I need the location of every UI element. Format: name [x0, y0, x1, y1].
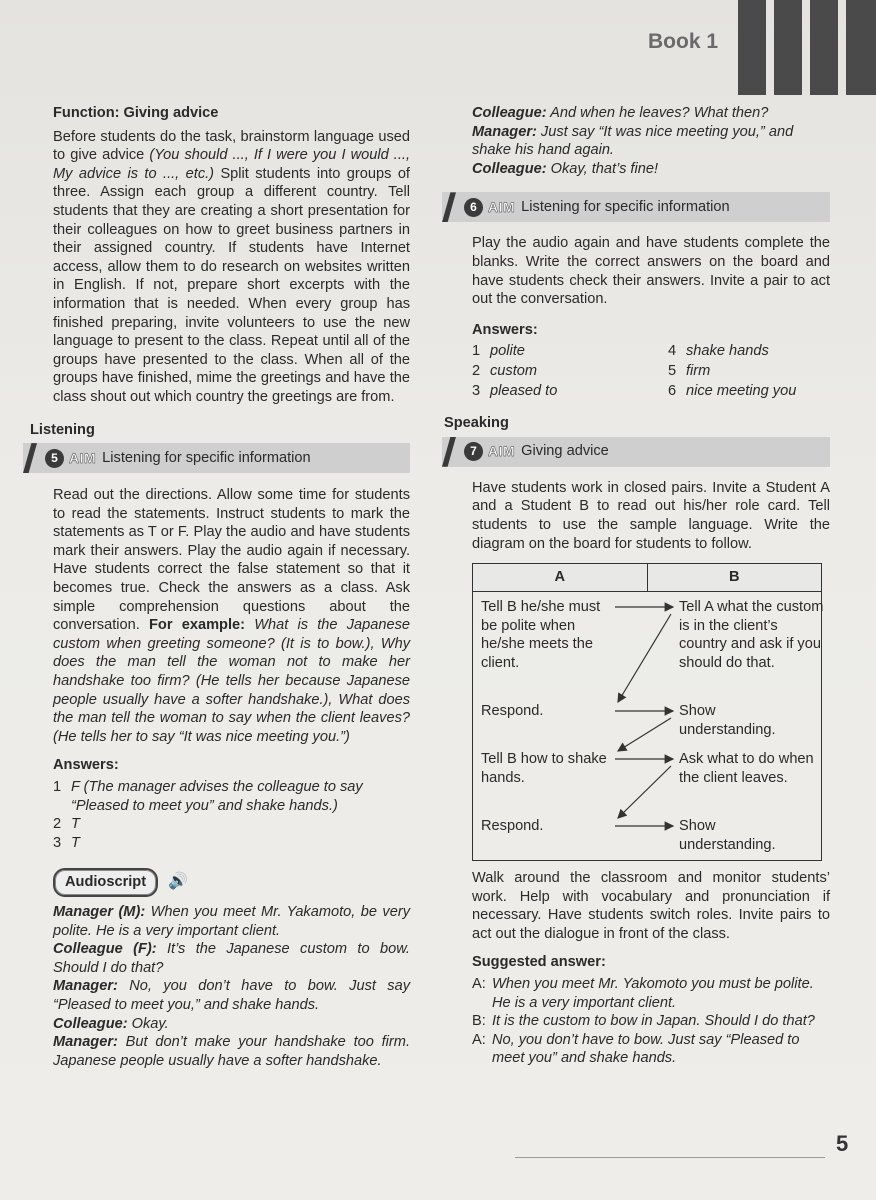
diagram-col-b: B	[647, 564, 822, 592]
dialogue-line	[472, 104, 830, 123]
answer-text: pleased to	[490, 382, 558, 399]
answer-number: 4	[668, 343, 677, 360]
dialogue-text: Okay.	[127, 1015, 169, 1032]
speaker-name: Colleague:	[472, 105, 547, 121]
dialogue-line	[472, 123, 830, 160]
speaker-label: A:	[472, 1031, 486, 1048]
arrow	[618, 614, 671, 702]
answer-item	[668, 382, 828, 401]
answer-text: firm	[686, 362, 711, 379]
speaker-name: Colleague:	[53, 1015, 128, 1032]
dialogue-text: It’s the Japanese custom to bow. Should I do that?	[53, 941, 410, 976]
book-label: Book 1	[648, 30, 719, 53]
dialogue-line	[53, 977, 410, 1014]
answer-text: T	[71, 834, 80, 851]
answer-number: 1	[472, 343, 481, 360]
answers-heading: Answers:	[53, 757, 119, 774]
answer-item	[53, 815, 410, 834]
audioscript-label: Audioscript	[53, 868, 158, 897]
dialogue-continued	[472, 104, 830, 178]
speaker-name: Manager:	[53, 1034, 118, 1051]
speaker-name: Colleague:	[472, 160, 547, 177]
speaker-label: B:	[472, 1013, 486, 1030]
answer-text: custom	[490, 362, 538, 379]
aim-7-paragraph: Have students work in closed pairs. Invite a Student A and a Student B to read out his/her role card. Tell students to use the sample language. Write the diagram on the board for students to follow.	[472, 479, 830, 552]
answer-item	[472, 382, 668, 401]
answer-number: 3	[472, 382, 481, 399]
aim-6-number: 6	[464, 198, 483, 217]
aim-5-number: 5	[45, 449, 64, 468]
suggested-text: It is the custom to bow in Japan. Should I do that?	[492, 1013, 815, 1030]
book-tab-stripes	[738, 0, 876, 95]
aim-5-banner	[23, 443, 410, 473]
diagram-b4: Show understanding.	[679, 818, 776, 853]
answer-item	[472, 342, 668, 361]
aim-6-banner	[442, 192, 830, 222]
suggested-line	[472, 975, 830, 1012]
dialogue-text: When you meet Mr. Yakamoto, be very polite. He is a very important client.	[53, 903, 410, 939]
answer-text: T	[71, 816, 80, 833]
audioscript-badge	[53, 868, 188, 897]
suggested-line	[472, 1031, 830, 1068]
answer-item	[668, 342, 828, 361]
diagram-arrows	[473, 592, 823, 858]
audioscript-dialogue	[53, 903, 410, 1070]
dialogue-line	[53, 903, 410, 940]
speaker-name: Manager:	[53, 978, 118, 995]
suggested-heading: Suggested answer:	[472, 954, 606, 971]
aim-6-paragraph: Play the audio again and have students complete the blanks. Write the correct answers on the board and have students check their answers. Invite a pair to act out the conversation.	[472, 235, 830, 308]
diagram-col-a: A	[473, 564, 648, 592]
footer-rule	[515, 1157, 825, 1158]
dialogue-diagram	[472, 563, 822, 861]
speaker-icon[interactable]: 🔊	[168, 873, 188, 891]
answer-number: 5	[668, 362, 677, 379]
aim-5-title: Listening for specific information	[102, 449, 311, 466]
listening-heading: Listening	[30, 421, 95, 438]
function-heading: Function: Giving advice	[53, 105, 219, 121]
answer-number: 1	[53, 779, 62, 795]
diagram-b1: Tell A what the custom is in the client’s country and ask if you should do that.	[679, 599, 824, 671]
diagram-a3: Tell B how to shake hands.	[481, 751, 607, 786]
left-column	[30, 104, 410, 1070]
dialogue-line	[472, 160, 830, 179]
example-label: For example:	[149, 617, 245, 634]
aim-5-paragraph	[53, 486, 410, 746]
suggested-answers	[472, 975, 830, 1068]
function-paragraph	[53, 128, 410, 407]
answer-number: 3	[53, 834, 62, 851]
dialogue-text: Just say “It was nice meeting you,” and shake his hand again.	[472, 123, 794, 159]
speaker-name: Manager:	[472, 123, 537, 140]
dialogue-line	[53, 1033, 410, 1070]
answer-number: 2	[472, 362, 481, 379]
diagram-a4: Respond.	[481, 818, 544, 835]
aim-5-tag: AIM	[69, 449, 97, 466]
answers-list	[53, 778, 410, 852]
speaker-label: A:	[472, 976, 486, 993]
right-column	[444, 104, 830, 1068]
answer-item	[668, 362, 828, 381]
suggested-text: When you meet Mr. Yakomoto you must be polite. He is a very important client.	[492, 976, 814, 1011]
aim-5-text: Read out the directions. Allow some time for students to read the statements. Instruct students to mark the statements as T or F. Play the audio and have students mark their answers. Play the audio again if necessary. Have students correct the false statement so that it becomes true. Check the answers as a class. Ask simple comprehension questions about the conversation.	[53, 487, 410, 634]
speaking-heading: Speaking	[444, 415, 509, 432]
answer-number: 2	[53, 816, 62, 833]
arrow	[618, 718, 671, 751]
answers-heading: Answers:	[472, 321, 538, 338]
aim-5-examples: What is the Japanese custom when greeting someone? (It is to bow.), Why does the man tell the woman not to make her handshake too firm? (He tells her because Japanese people usually have a softer handshake.), What does the man tell the woman to say when the client leaves? (He tells her to say “It was nice meeting you.”)	[53, 617, 410, 745]
suggested-line	[472, 1012, 830, 1031]
diagram-a2: Respond.	[481, 703, 544, 720]
answers-grid	[472, 342, 830, 400]
answer-item	[53, 834, 410, 853]
answer-item	[53, 778, 410, 815]
answer-text: polite	[490, 343, 525, 360]
diagram-b2: Show understanding.	[679, 703, 776, 738]
function-text-rest: Split students into groups of three. Assign each group a different country. Tell students that they are creating a short presentation for their colleagues on how to greet business partners in their assigned country. If students have Internet access, allow them to do research on websites written in English. If not, prepare short excerpts with the information that is needed. When every group has finished preparing, invite volunteers to use the new language to present to the class. Repeat until all of the groups have presented to the class. When all of the groups have finished, mime the greetings and have the class shout out which country the greetings are from.	[53, 165, 410, 405]
function-examples: (You should ..., If I were you I would ..., My advice is to ..., etc.)	[53, 147, 410, 182]
walk-around-paragraph: Walk around the classroom and monitor students’ work. Help with vocabulary and pronunciation if necessary. Have students switch roles. Invite pairs to act out the dialogue in front of the class.	[472, 870, 830, 942]
diagram-b3: Ask what to do when the client leaves.	[679, 751, 814, 786]
aim-7-banner	[442, 437, 830, 467]
answer-number: 6	[668, 382, 677, 399]
dialogue-text: But don’t make your handshake too firm. Japanese people usually have a softer handshake.	[53, 1034, 410, 1069]
speaker-name: Colleague (F):	[53, 941, 157, 958]
dialogue-text: Okay, that’s fine!	[546, 160, 659, 177]
dialogue-line	[53, 1015, 410, 1034]
aim-7-title: Giving advice	[521, 443, 609, 460]
speaker-name: Manager (M):	[53, 903, 146, 920]
dialogue-text: No, you don’t have to bow. Just say “Pleased to meet you,” and shake hands.	[53, 978, 410, 1013]
function-text: Before students do the task, brainstorm language used to give advice	[53, 128, 410, 164]
answer-text: F (The manager advises the colleague to say “Pleased to meet you” and shake hands.)	[70, 779, 363, 814]
aim-7-number: 7	[464, 442, 483, 461]
aim-6-tag: AIM	[488, 199, 516, 216]
answer-text: nice meeting you	[686, 382, 797, 399]
answer-text: shake hands	[686, 343, 769, 360]
diagram-a1: Tell B he/she must be polite when he/she meets the client.	[481, 599, 601, 671]
dialogue-text: And when he leaves? What then?	[546, 105, 769, 121]
suggested-text: No, you don’t have to bow. Just say “Pleased to meet you” and shake hands.	[492, 1031, 800, 1067]
dialogue-line	[53, 940, 410, 977]
diagram-body	[473, 592, 822, 861]
aim-7-tag: AIM	[488, 443, 516, 460]
answer-item	[472, 362, 668, 381]
aim-6-title: Listening for specific information	[521, 199, 730, 216]
page-number: 5	[836, 1131, 849, 1156]
arrow	[618, 766, 671, 818]
